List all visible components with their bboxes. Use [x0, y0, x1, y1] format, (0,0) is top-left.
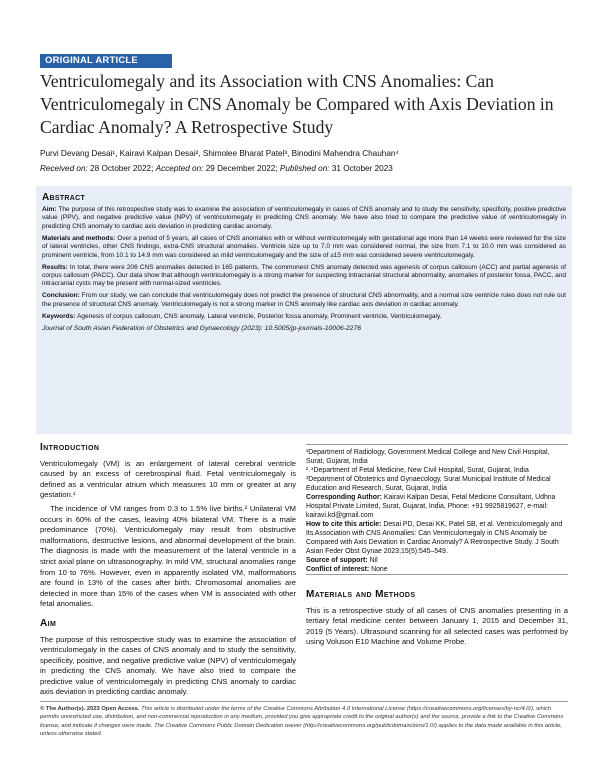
left-column — [40, 443, 296, 698]
published-label: Published on: — [279, 164, 330, 173]
abstract-methods-label: Materials and methods: — [42, 234, 116, 242]
abstract-conclusion-text: From our study, we can conclude that ventriculomegaly does not predict the presence of structural CNS abnormality, and a normal size ventricle rules does not rule out the presence of structural CNS anomaly. Ventriculomegaly is not a strong marker in CNS anomaly like cardiac axis deviation in cardiac anomaly. — [42, 292, 566, 308]
affiliation-1: ¹Department of Radiology, Government Medical College and New Civil Hospital, Surat, Gujarat, India — [306, 449, 550, 465]
abstract-results-text: In total, there were 206 CNS anomalies detected in 165 patients. The commonest CNS anomaly detected was agenesis of corpus callosum (ACC) and partial agenesis of corpus callosum (PACC). Our data show that although ventriculomegaly is a strong marker for suspecting intracranial structural abnormality, anomalies of posterior fossa, PACC, and intracranial cysts may be present with normal-sized ventricles. — [42, 263, 567, 288]
abstract-aim-text: The purpose of this retrospective study was to examine the association of ventriculomegaly in cases of CNS anomaly and to study the sensitivity, specificity, positive predictive value (PPV), and negative predictive value (NPV) of ventriculomegaly in predicting CNS anomaly. We have also tried to compare the predictive value of ventriculomegaly in predicting CNS anomaly to cardiac axis deviation in predicting cardiac anomaly. — [42, 206, 566, 230]
accepted-date: 29 December 2022; — [205, 164, 278, 173]
license-lead: © The Author(s). 2023 Open Access. — [40, 706, 140, 712]
abstract-conclusion-label: Conclusion: — [42, 292, 80, 300]
affiliation-2: ²˒⁴Department of Fetal Medicine, New Civil Hospital, Surat, Gujarat, India — [306, 467, 529, 474]
abstract-results-label: Results: — [42, 263, 68, 271]
abstract-aim-label: Aim: — [42, 206, 57, 213]
corresponding-author — [306, 493, 568, 520]
abstract-keywords-label: Keywords: — [42, 312, 76, 320]
article-type-banner: ORIGINAL ARTICLE — [40, 54, 172, 68]
abstract-methods — [42, 235, 566, 260]
conflict-label: Conflict of interest: — [306, 566, 370, 573]
corresponding-text: Kairavi Kalpan Desai, Fetal Medicine Consultant, Udhna Hospital Private Limited, Surat, Gujarat, India, Phone: +91 9925819627, e-mail: kairavi.kd@gmail.com — [306, 494, 556, 519]
received-label: Received on: — [40, 164, 88, 173]
introduction-paragraph-2: The incidence of VM ranges from 0.3 to 1.5% live births.² Unilateral VM occurs in 60% of the cases, leaving 40% bilateral VM. There is a male predominance (70%). Ventriculomegaly may result from obstructive malformations, destructive lesions, and abnormal development of the brain. The diagnosis is made with the measurement of the lateral ventricle in a strict axial plane on ultrasonography. In mild VM, structural anomalies range from 10 to 76%. However, even in apparently isolated VM, malformations are found in 13% of the cases after birth. Chromosomal anomalies are detected in more than 15% of the cases when VM is associated with other fetal anomalies. — [40, 503, 296, 609]
conflict-of-interest — [306, 565, 568, 574]
conflict-text: None — [371, 566, 388, 573]
source-of-support — [306, 556, 568, 565]
cite-label: How to cite this article: — [306, 521, 382, 528]
footer-rule — [40, 701, 568, 702]
published-date: 31 October 2023 — [331, 164, 393, 173]
corresponding-label: Corresponding Author: — [306, 494, 382, 501]
abstract-methods-text: Over a period of 5 years, all cases of CNS anomalies with or without ventriculomegaly with gestational age more than 14 weeks were reviewed for the size of lateral ventricles, other CNS findings, extra-CNS structural anomalies. Ventricle size up to 7.0 mm was considered normal, the size from 7.1 to 10.0 mm was considered as prominent ventricle, from 10.1 to 14.9 mm was considered as mild ventriculomegaly and the size of ≥15 mm was considered severe ventriculomegaly. — [42, 234, 566, 259]
affiliation-bottom-rule — [306, 574, 568, 575]
methods-heading: Materials and Methods — [306, 589, 416, 600]
publication-dates — [40, 164, 580, 173]
abstract-keywords-text: Agenesis of corpus callosum, CNS anomaly, Lateral ventricle, Posterior fossa anomaly, Prominent ventricle, Ventriculomegaly. — [76, 312, 442, 320]
affiliation-top-rule — [306, 444, 568, 445]
aim-paragraph: The purpose of this retrospective study was to examine the association of ventriculomegaly in the cases of CNS anomaly and to study the sensitivity, specificity, positive, and negative predictive value (NPV) of ventriculomegaly in predicting the CNS anomaly. We have also tried to compare the predictive value of ventriculomegaly in predicting CNS anomaly to cardiac axis deviation in predicting cardiac anomaly. — [40, 634, 296, 697]
license-footer — [40, 705, 568, 738]
support-text: Nil — [369, 557, 378, 564]
aim-heading: Aim — [40, 617, 57, 629]
abstract-keywords — [42, 313, 566, 321]
accepted-label: Accepted on: — [155, 164, 204, 173]
how-to-cite — [306, 520, 568, 556]
article-title: Ventriculomegaly and its Association with CNS Anomalies: Can Ventriculomegaly in CNS Anomaly be Compared with Axis Deviation in Cardiac Anomaly? A Retrospective Study — [40, 71, 554, 137]
received-date: 28 October 2022; — [90, 164, 154, 173]
introduction-heading: Introduction — [40, 442, 100, 453]
support-label: Source of support: — [306, 557, 368, 564]
license-text: This article is distributed under the terms of the Creative Commons Attribution 4.0 International License (https://creativecommons.org/licenses/by-nc/4.0/), which permits unrestricted use, distribution, and non-commercial reproduction in any medium, provided you give appropriate credit to the original author(s) and the source, provide a link to the Creative Commons license, and indicate if changes were made. The Creative Commons Public Domain Dedication waiver (http://creativecommons.org/publicdomain/zero/1.0/) applies to the data made available in this article, unless otherwise stated. — [40, 706, 564, 737]
introduction-paragraph-1: Ventriculomegaly (VM) is an enlargement of lateral cerebral ventricle caused by an excess of cerebrospinal fluid. Fetal ventriculomegaly is defined as a ventricular atrium which measures 10 mm or greater at any gestation.¹ — [40, 458, 296, 500]
abstract-heading: Abstract — [42, 192, 86, 203]
author-list: Purvi Devang Desai¹, Kairavi Kalpan Desai², Shimolee Bharat Patel³, Binodini Mahendra Chauhan⁴ — [40, 149, 399, 158]
affiliation-3: ³Department of Obstetrics and Gynaecology, Surat Municipal Institute of Medical Education and Research, Surat, Gujarat, India — [306, 476, 551, 492]
methods-paragraph: This is a retrospective study of all cases of CNS anomalies presenting in a tertiary fetal medicine center between January 1, 2015 and December 31, 2019 (5 Years). Ultrasound scanning for all selected cases was performed by using Voluson E10 Machine and Volume Probe. — [306, 605, 568, 647]
journal-citation: Journal of South Asian Federation of Obstetrics and Gynaecology (2023): 10.5005/jp-journals-10006-2276 — [42, 324, 362, 332]
abstract-box — [36, 186, 572, 434]
cite-text: Desai PD, Desai KK, Patel SB, et al. Ventriculomegaly and Its Association with CNS Anomalies: Can Ventriculomegaly in CNS Anomaly be Compared with Axis Deviation in Cardiac Anomaly? A Retrospective Study. J South Asian Feder Obst Gynae 2023;15(5):545–549. — [306, 521, 563, 555]
abstract-aim — [42, 206, 566, 231]
abstract-conclusion — [42, 292, 566, 309]
abstract-results — [42, 264, 566, 289]
right-column — [306, 448, 568, 648]
